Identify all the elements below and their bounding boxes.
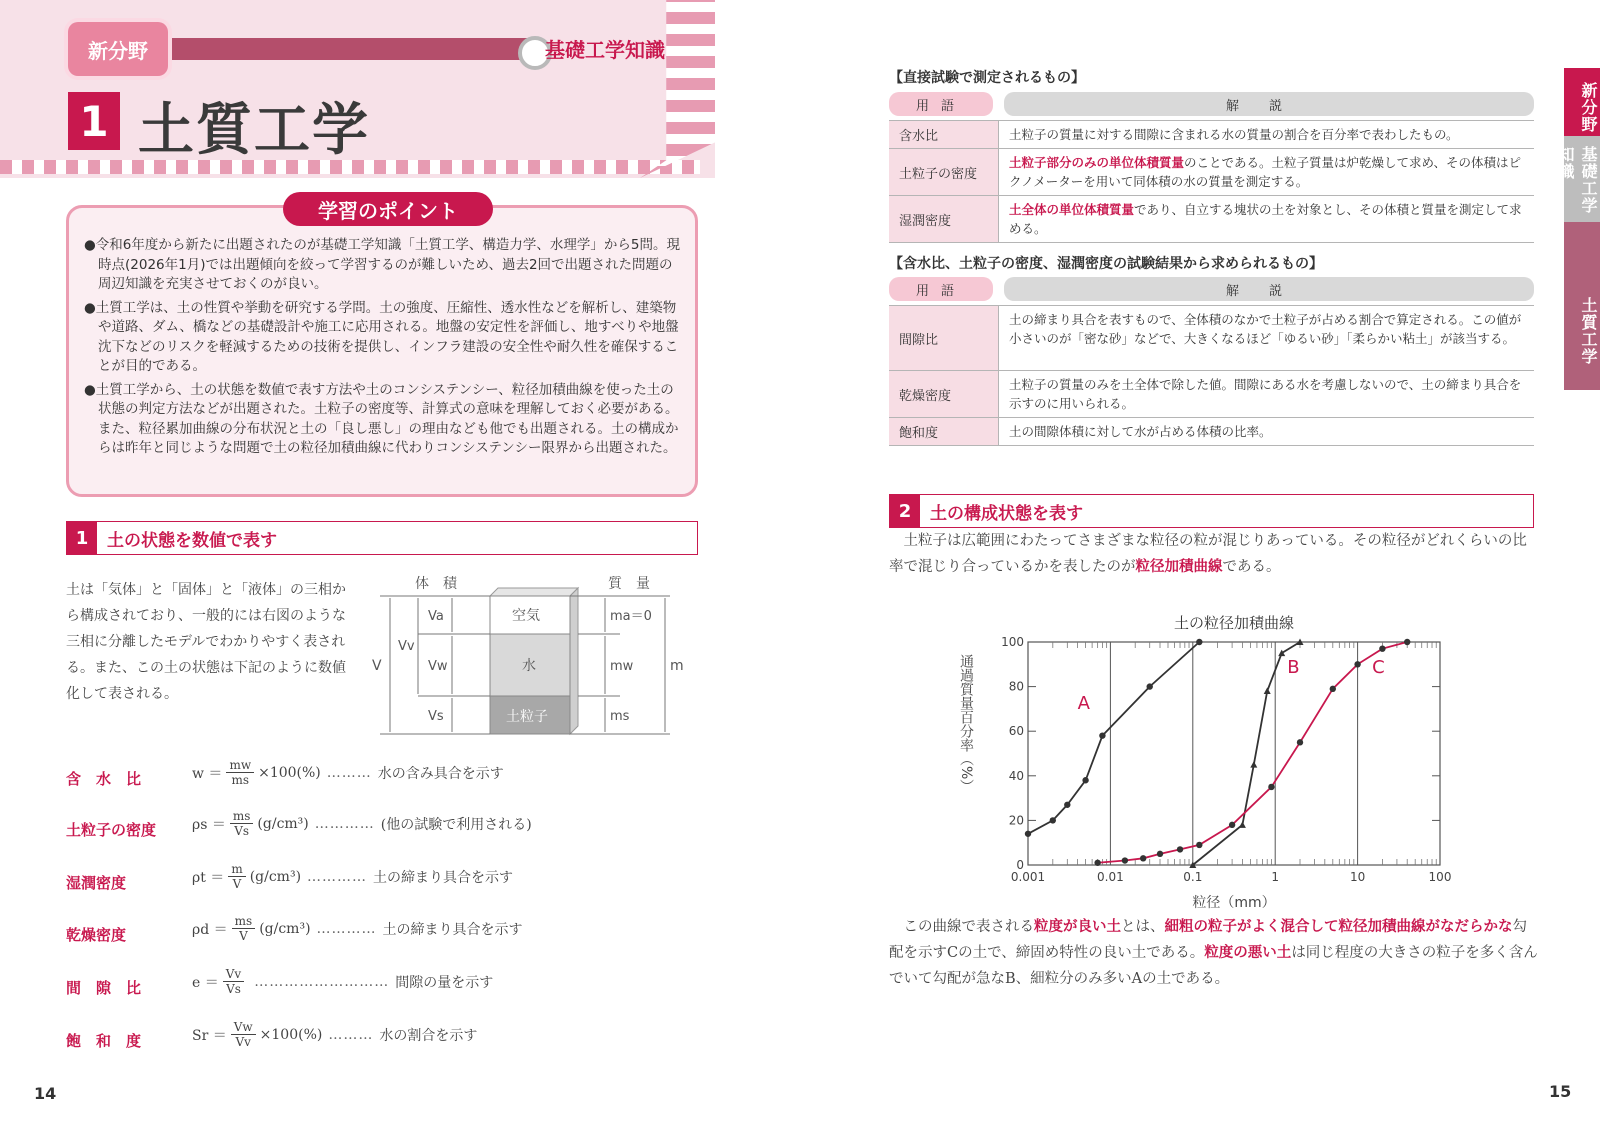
formula-fraction bbox=[230, 809, 254, 838]
section-2-paragraph-1: 土粒子は広範囲にわたってさまざまな粒径の粒が混じりあっている。その粒径がどれくらいの比率で混じり合っているかを表したのが粒径加積曲線である。 bbox=[889, 533, 1527, 575]
series-B-line bbox=[1193, 642, 1300, 865]
ms-label: ms bbox=[610, 709, 630, 724]
table-description-text: 土粒子の質量のみを土全体で除した値。間隙にある水を考慮しないので、土の締まり具合を示すのに用いられる。 bbox=[1009, 377, 1522, 411]
table-row bbox=[889, 371, 1534, 418]
formula-numerator: ms bbox=[230, 809, 254, 824]
formula-note: 水の含み具合を示す bbox=[377, 765, 504, 782]
series-C-point bbox=[1404, 639, 1410, 645]
table-term: 間隙比 bbox=[889, 306, 999, 370]
x-tick-label: 10 bbox=[1349, 870, 1366, 884]
formula-leader: ……………………… bbox=[254, 973, 390, 990]
learning-points-list bbox=[84, 236, 684, 463]
section-title: 土の状態を数値で表す bbox=[107, 530, 277, 551]
volume-label: 体 積 bbox=[415, 576, 457, 592]
table-term: 飽和度 bbox=[889, 418, 999, 445]
table-description-emphasis: 土全体の単位体積質量 bbox=[1009, 202, 1135, 217]
series-C-point bbox=[1157, 851, 1163, 857]
series-A-label: A bbox=[1077, 692, 1090, 714]
series-C-point bbox=[1330, 686, 1336, 692]
formula-denominator: Vv bbox=[235, 1035, 251, 1049]
formula-note: (他の試験で利用される) bbox=[380, 816, 532, 833]
series-C-point bbox=[1354, 661, 1360, 667]
formula-fraction bbox=[223, 967, 244, 996]
table-row bbox=[889, 121, 1534, 149]
formula-unit: (g/cm³) bbox=[249, 868, 302, 885]
section-title: 土の構成状態を表す bbox=[930, 503, 1083, 524]
series-A-point bbox=[1082, 777, 1088, 783]
table-term: 含水比 bbox=[889, 121, 999, 148]
formula-fraction bbox=[232, 914, 256, 943]
chapter-title: 土質工学 bbox=[138, 98, 370, 163]
table-description bbox=[999, 149, 1534, 195]
table-2-title: 【含水比、土粒子の密度、湿潤密度の試験結果から求められるもの】 bbox=[889, 256, 1323, 272]
series-C-point bbox=[1140, 855, 1146, 861]
series-A-point bbox=[1025, 831, 1031, 837]
formula-denominator: ms bbox=[231, 773, 250, 787]
formula-note: 土の締まり具合を示す bbox=[382, 921, 523, 938]
section-1-heading bbox=[66, 521, 698, 555]
x-axis-label: 粒径（mm） bbox=[1192, 895, 1276, 911]
section-1-intro: 土は「気体」と「固体」と「液体」の三相から構成されており、一般的には右図のような三相に分離したモデルでわかりやすく表される。また、この土の状態は下記のように数値化して表される。 bbox=[66, 582, 346, 702]
series-C-point bbox=[1177, 846, 1183, 852]
formula-expression bbox=[192, 914, 523, 943]
series-C-point bbox=[1268, 784, 1274, 790]
table-2 bbox=[889, 305, 1534, 446]
formula-denominator: V bbox=[232, 877, 242, 891]
table-term: 湿潤密度 bbox=[889, 196, 999, 242]
learning-point: ●土質工学から、土の状態を数値で表す方法や土のコンシステンシー、粒径加積曲線を使った土の状態の判定方法などが出題された。土粒子の密度等、計算式の意味を理解しておく必要がある。また、粒径累加曲線の分布状況と土の「良し悪し」の理由なども他でも出題される。土の構成からは昨年と同じような問題で土の粒径加積曲線に代わりコンシステンシー限界から出題された。 bbox=[84, 381, 679, 456]
section-2-heading bbox=[889, 494, 1534, 528]
mass-label: 質 量 bbox=[608, 576, 650, 592]
side-tab-soil-engineering[interactable]: 土質工学 bbox=[1564, 222, 1600, 390]
Vv-label: Vv bbox=[398, 639, 415, 654]
x-tick-label: 0.001 bbox=[1010, 870, 1046, 884]
formula-numerator: Vw bbox=[231, 1020, 256, 1035]
y-axis-label: 通過質量百分率（%） bbox=[958, 654, 974, 794]
series-B-point bbox=[1250, 761, 1257, 768]
table-description bbox=[999, 121, 1534, 148]
table-term: 乾燥密度 bbox=[889, 371, 999, 417]
table-description-text: のことである。土粒子質量は炉乾燥して求め、その体積はピクノメーターを用いて同体積の水の質量を測定する。 bbox=[1009, 155, 1522, 189]
three-phase-diagram bbox=[370, 572, 700, 752]
formula-expression bbox=[192, 967, 493, 996]
table-description bbox=[999, 196, 1534, 242]
table-1-col-term: 用語 bbox=[889, 92, 993, 116]
formula-lhs: ρs ＝ bbox=[192, 816, 226, 833]
section-2-paragraph-2: この曲線で表される粒度が良い土とは、細粗の粒子がよく混合して粒径加積曲線がなだらかな勾配を示すCの土で、締固め特性の良い土である。粒度の悪い土は同じ程度の大きさの粒子を多く含んでいて勾配が急なB、細粒分のみ多いAの土である。 bbox=[889, 919, 1538, 987]
new-field-tag: 新分野 bbox=[68, 22, 168, 76]
series-C-point bbox=[1094, 860, 1100, 866]
series-A-line bbox=[1028, 642, 1199, 834]
formula-expression bbox=[192, 809, 532, 838]
table-row bbox=[889, 196, 1534, 243]
page-number-right: 15 bbox=[1549, 1082, 1572, 1101]
formula-expression bbox=[192, 862, 513, 891]
series-B-point bbox=[1239, 821, 1246, 828]
formula-note: 間隙の量を示す bbox=[395, 974, 494, 991]
chart-title: 土の粒径加積曲線 bbox=[1173, 614, 1295, 632]
formula-numerator: Vv bbox=[223, 967, 244, 982]
formula-label: 間 隙 比 bbox=[66, 979, 142, 997]
side-tab-new-field[interactable]: 新分野 bbox=[1564, 68, 1600, 136]
x-tick-label: 1 bbox=[1271, 870, 1280, 884]
series-C-point bbox=[1122, 857, 1128, 863]
series-C-point bbox=[1379, 645, 1385, 651]
table-term: 土粒子の密度 bbox=[889, 149, 999, 195]
x-tick-label: 0.1 bbox=[1183, 870, 1203, 884]
formula-unit: (g/cm³) bbox=[259, 920, 311, 937]
formula-note: 土の締まり具合を示す bbox=[373, 869, 514, 886]
Va-label: Va bbox=[428, 609, 444, 624]
table-description-text: 土の間隙体積に対して水が占める体積の比率。 bbox=[1009, 424, 1272, 439]
formula-lhs: e ＝ bbox=[192, 974, 219, 991]
formula-leader: ……… bbox=[328, 1026, 374, 1043]
header-rule bbox=[170, 38, 530, 60]
formula-expression bbox=[192, 758, 504, 787]
formula-denominator: Vs bbox=[226, 982, 241, 996]
section-number: 1 bbox=[67, 522, 97, 554]
series-C-line bbox=[1098, 642, 1408, 863]
x-tick-label: 100 bbox=[1428, 870, 1452, 884]
formula-leader: ………… bbox=[316, 920, 377, 937]
formula-fraction bbox=[231, 1020, 256, 1049]
formula-denominator: Vs bbox=[234, 824, 250, 838]
formula-expression bbox=[192, 1020, 477, 1049]
V-label: V bbox=[372, 658, 382, 674]
formula-note: 水の割合を示す bbox=[379, 1027, 478, 1044]
y-tick-label: 100 bbox=[1001, 635, 1024, 649]
y-tick-label: 0 bbox=[1016, 858, 1024, 872]
table-description bbox=[999, 306, 1534, 370]
formula-lhs: Sr ＝ bbox=[192, 1027, 227, 1044]
series-A-point bbox=[1050, 817, 1056, 823]
table-description-text: であり、自立する塊状の土を対象とし、その体積と質量を測定して求める。 bbox=[1009, 202, 1522, 236]
series-A-point bbox=[1196, 639, 1202, 645]
learning-point: ●令和6年度から新たに出題されたのが基礎工学知識「土質工学、構造力学、水理学」から5問。現時点(2026年1月)では出題傾向を絞って学習するのが難しいため、過去2回で出題された問題の周辺知識を充実させておくのが良い。 bbox=[84, 237, 680, 292]
series-A-point bbox=[1099, 732, 1105, 738]
formula-numerator: mw bbox=[226, 758, 254, 773]
table-description-text: 土粒子の質量に対する間隙に含まれる水の質量の割合を百分率で表わしたもの。 bbox=[1009, 127, 1459, 142]
formula-lhs: ρt ＝ bbox=[192, 869, 225, 886]
learning-points-heading: 学習のポイント bbox=[283, 192, 493, 226]
table-1-title: 【直接試験で測定されるもの】 bbox=[889, 70, 1085, 86]
learning-point: ●土質工学は、土の性質や挙動を研究する学問。土の強度、圧縮性、透水性などを解析し、建築物や道路、ダム、橋などの基礎設計や施工に応用される。地盤の安定性を評価し、地すべりや地盤沈下などのリスクを軽減するための技術を提供し、インフラ建設の安全性や耐久性を確保することが目的である。 bbox=[84, 299, 679, 374]
formula-unit: (g/cm³) bbox=[257, 815, 309, 832]
solid-label: 土粒子 bbox=[506, 709, 548, 725]
formula-unit: ×100(%) bbox=[259, 1026, 323, 1043]
table-1-col-desc: 解説 bbox=[1004, 92, 1534, 116]
series-B-label: B bbox=[1287, 657, 1300, 679]
series-A-point bbox=[1147, 683, 1153, 689]
formula-denominator: V bbox=[239, 929, 248, 943]
formula-leader: ……… bbox=[326, 764, 372, 781]
formula-fraction bbox=[228, 862, 245, 891]
Vs-label: Vs bbox=[428, 709, 444, 724]
series-B-point bbox=[1264, 688, 1271, 695]
table-1 bbox=[889, 120, 1534, 243]
side-tab-basic-engineering[interactable]: 基礎工学知識 bbox=[1564, 136, 1600, 222]
formula-label: 土粒子の密度 bbox=[66, 821, 157, 839]
mw-label: mw bbox=[610, 659, 634, 674]
water-label: 水 bbox=[522, 658, 536, 674]
formula-label: 湿潤密度 bbox=[66, 874, 127, 892]
table-row bbox=[889, 418, 1534, 446]
table-description bbox=[999, 418, 1534, 445]
formula-label: 飽 和 度 bbox=[66, 1032, 142, 1050]
table-row bbox=[889, 149, 1534, 196]
formula-fraction bbox=[226, 758, 254, 787]
air-label: 空気 bbox=[512, 608, 540, 624]
table-2-col-desc: 解説 bbox=[1004, 277, 1534, 301]
series-C-point bbox=[1297, 739, 1303, 745]
table-row bbox=[889, 306, 1534, 371]
formula-numerator: m bbox=[228, 862, 245, 877]
table-description-text: 土の締まり具合を表すもので、全体積のなかで土粒子が占める割合で算定される。この値が小さいのが「密な砂」などで、大きくなるほど「ゆるい砂」「柔らかい粘土」が該当する。 bbox=[1009, 312, 1522, 346]
Vw-label: Vw bbox=[428, 659, 448, 674]
table-2-col-term: 用語 bbox=[889, 277, 993, 301]
formula-leader: ………… bbox=[314, 815, 375, 832]
formula-lhs: w ＝ bbox=[192, 765, 223, 782]
series-C-point bbox=[1229, 822, 1235, 828]
grain-size-chart bbox=[960, 610, 1480, 920]
category-tag: 基礎工学知識 bbox=[545, 38, 665, 62]
y-tick-label: 40 bbox=[1008, 768, 1024, 783]
section-number: 2 bbox=[890, 495, 920, 527]
ma-label: ma＝0 bbox=[610, 609, 652, 624]
y-tick-label: 60 bbox=[1008, 724, 1024, 739]
formula-numerator: ms bbox=[232, 914, 256, 929]
formula-lhs: ρd ＝ bbox=[192, 921, 228, 938]
series-C-label: C bbox=[1372, 657, 1385, 679]
formula-label: 含 水 比 bbox=[66, 770, 142, 788]
chapter-number: 1 bbox=[68, 92, 120, 150]
page-number-left: 14 bbox=[34, 1084, 57, 1103]
x-tick-label: 0.01 bbox=[1097, 870, 1124, 884]
series-C-point bbox=[1196, 842, 1202, 848]
table-description bbox=[999, 371, 1534, 417]
formula-label: 乾燥密度 bbox=[66, 926, 127, 944]
formula-leader: ………… bbox=[307, 868, 368, 885]
series-A-point bbox=[1064, 802, 1070, 808]
y-tick-label: 20 bbox=[1008, 813, 1024, 828]
table-description-emphasis: 土粒子部分のみの単位体積質量 bbox=[1009, 155, 1185, 170]
formula-unit: ×100(%) bbox=[258, 764, 321, 781]
y-tick-label: 80 bbox=[1008, 679, 1024, 694]
m-label: m bbox=[670, 658, 684, 674]
